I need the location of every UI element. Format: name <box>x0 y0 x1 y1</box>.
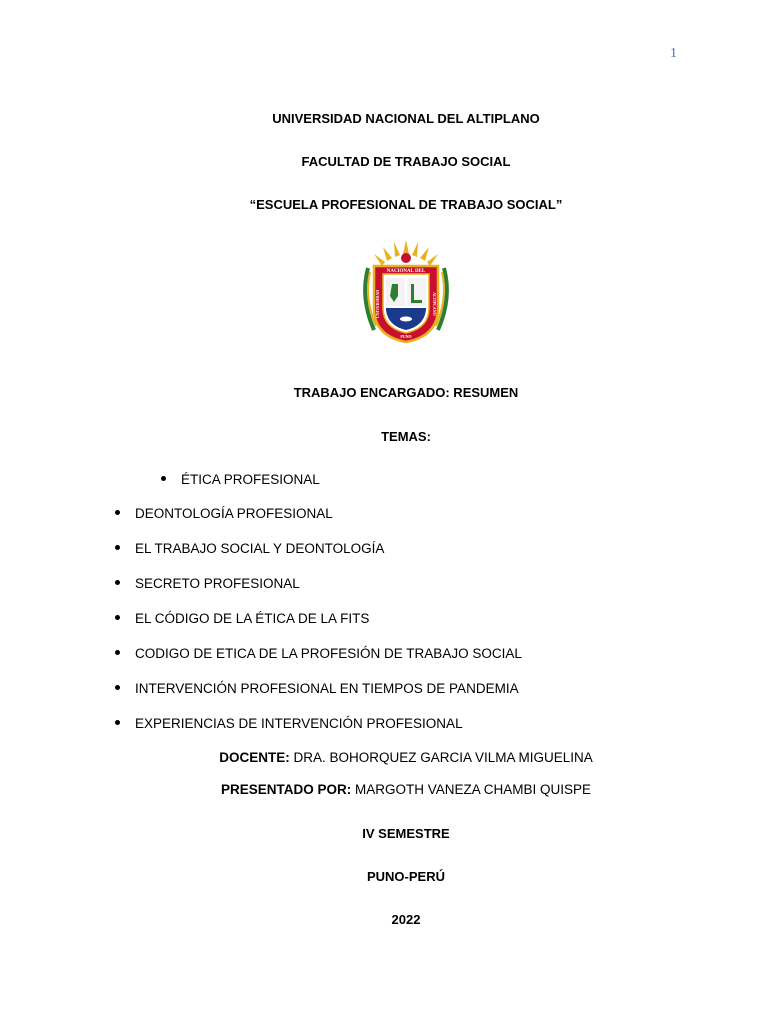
seal-ring-left: UNIVERSIDAD <box>375 289 380 319</box>
teacher-name: DRA. BOHORQUEZ GARCIA VILMA MIGUELINA <box>289 750 593 765</box>
semester: IV SEMESTRE <box>362 826 450 841</box>
seal-ring-right: ALTIPLANO <box>432 292 437 316</box>
seal-ring-top: NACIONAL DEL <box>386 269 426 274</box>
topic-item <box>135 681 519 696</box>
year: 2022 <box>391 912 421 927</box>
topic-label: ÉTICA PROFESIONAL <box>181 472 320 487</box>
bullet-dot-icon <box>115 615 120 620</box>
bullet-dot-icon <box>115 720 120 725</box>
topic-item <box>135 716 463 731</box>
bullet-dot-icon <box>115 580 120 585</box>
topic-item <box>135 541 384 556</box>
topic-item <box>135 646 522 661</box>
presenter-label: PRESENTADO POR: <box>220 782 352 797</box>
teacher-line <box>0 750 768 765</box>
presenter-line <box>0 782 768 797</box>
university-name: UNIVERSIDAD NACIONAL DEL ALTIPLANO <box>272 111 540 126</box>
bullet-dot-icon <box>115 685 120 690</box>
place: PUNO-PERÚ <box>366 869 445 884</box>
bullet-dot-icon <box>115 650 120 655</box>
topic-item <box>181 472 320 487</box>
bullet-dot-icon <box>115 510 120 515</box>
university-seal-icon <box>356 238 456 353</box>
seal-ring-bottom: PUNO <box>400 334 412 339</box>
topic-label: SECRETO PROFESIONAL <box>135 576 300 591</box>
topic-item <box>135 506 333 521</box>
topic-item <box>135 576 300 591</box>
presenter-name: MARGOTH VANEZA CHAMBI QUISPE <box>351 782 592 797</box>
faculty-name: FACULTAD DE TRABAJO SOCIAL <box>301 154 511 169</box>
page-number: 1 <box>670 46 677 61</box>
school-name: “ESCUELA PROFESIONAL DE TRABAJO SOCIAL” <box>249 197 563 212</box>
topic-label: EL TRABAJO SOCIAL Y DEONTOLOGÍA <box>135 541 385 556</box>
topic-label: EXPERIENCIAS DE INTERVENCIÓN PROFESIONAL <box>135 716 463 731</box>
topic-label: EL CÓDIGO DE LA ÉTICA DE LA FITS <box>135 611 370 626</box>
teacher-label: DOCENTE: <box>219 750 290 765</box>
topic-item <box>135 611 369 626</box>
bullet-dot-icon <box>115 545 120 550</box>
topic-label: INTERVENCIÓN PROFESIONAL EN TIEMPOS DE PANDEMIA <box>135 681 519 696</box>
topics-heading: TEMAS: <box>381 429 431 444</box>
topic-label: DEONTOLOGÍA PROFESIONAL <box>135 506 333 521</box>
topic-label: CODIGO DE ETICA DE LA PROFESIÓN DE TRABAJO SOCIAL <box>135 646 522 661</box>
bullet-dot-icon <box>161 476 166 481</box>
assignment-title: TRABAJO ENCARGADO: RESUMEN <box>293 385 519 400</box>
